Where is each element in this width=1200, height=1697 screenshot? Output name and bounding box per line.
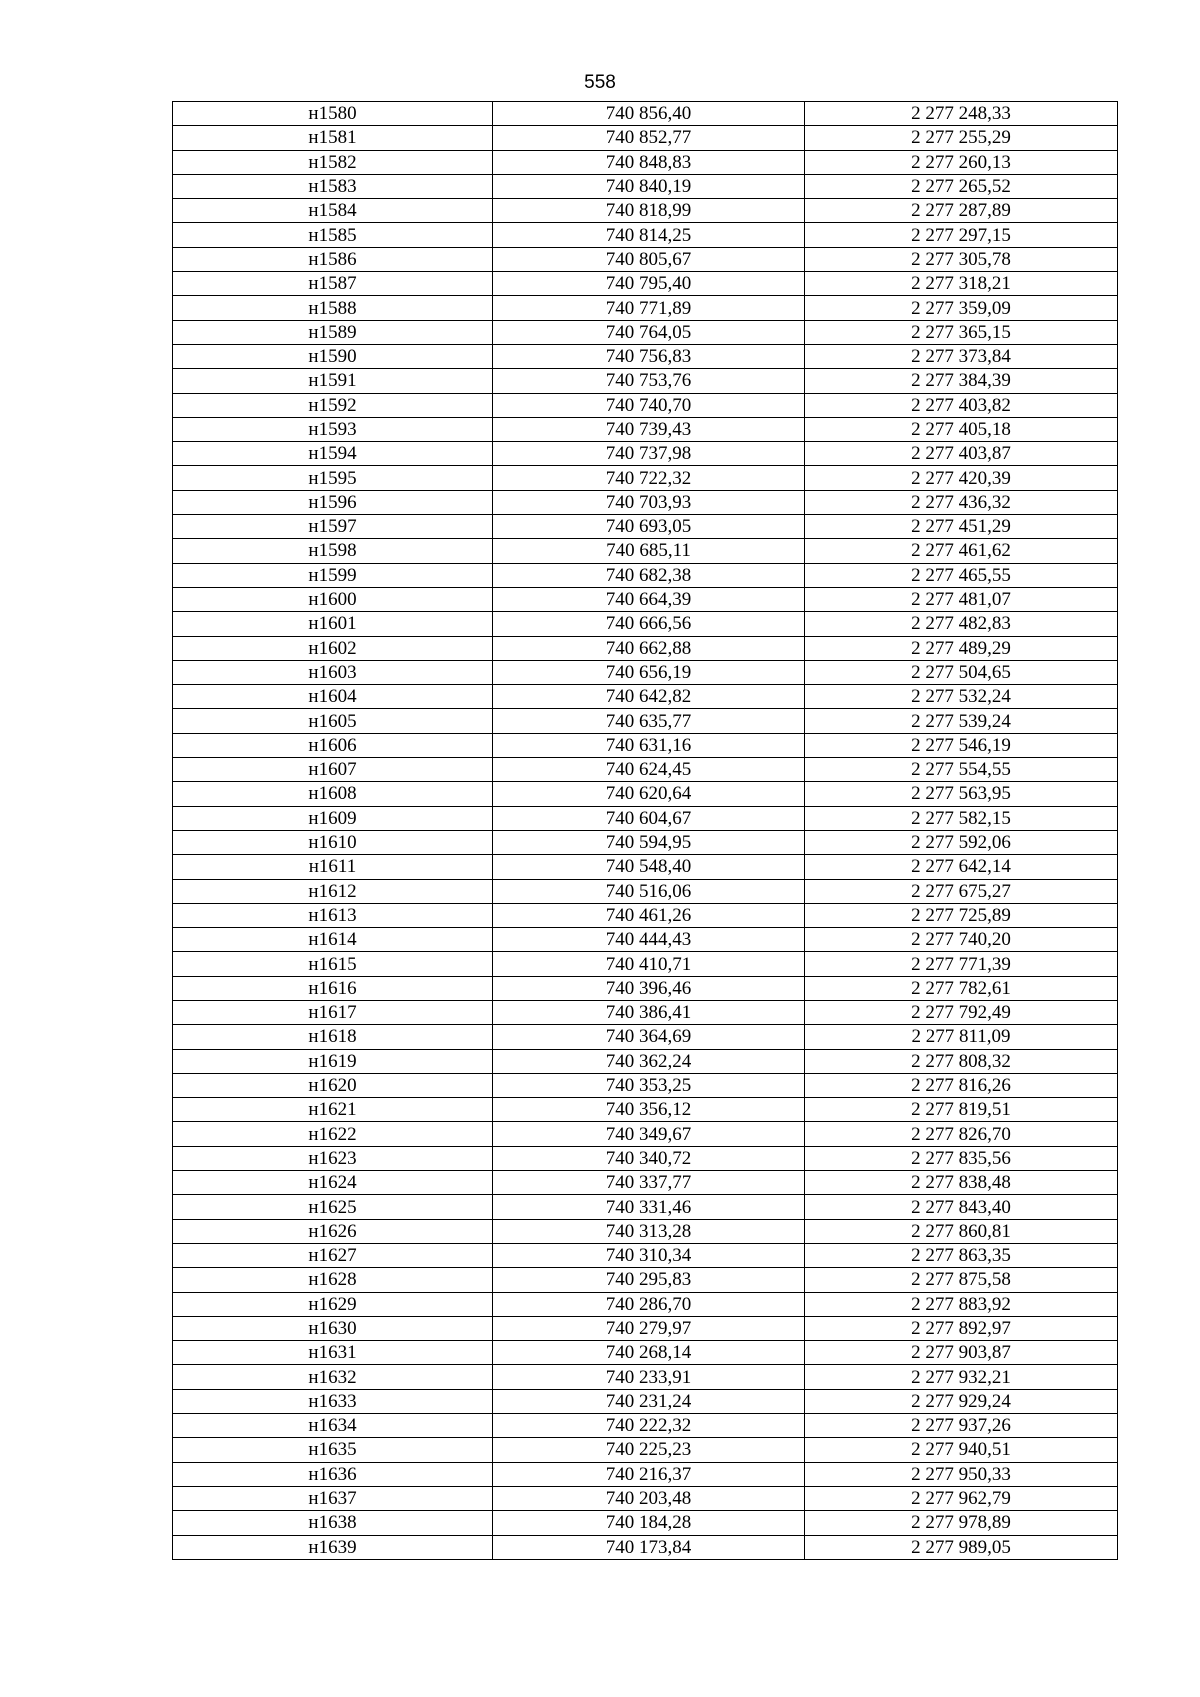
x-coordinate-cell: 740 516,06 (493, 879, 805, 903)
y-coordinate-cell: 2 277 373,84 (805, 344, 1118, 368)
table-row (173, 539, 1118, 563)
y-coordinate-cell: 2 277 384,39 (805, 369, 1118, 393)
x-coordinate-cell: 740 364,69 (493, 1025, 805, 1049)
y-coordinate-cell: 2 277 359,09 (805, 296, 1118, 320)
table-row (173, 442, 1118, 466)
table-row (173, 247, 1118, 271)
point-id-cell: н1585 (173, 223, 493, 247)
x-coordinate-cell: 740 184,28 (493, 1511, 805, 1535)
table-row (173, 1365, 1118, 1389)
x-coordinate-cell: 740 396,46 (493, 976, 805, 1000)
point-id-cell: н1636 (173, 1462, 493, 1486)
x-coordinate-cell: 740 756,83 (493, 344, 805, 368)
y-coordinate-cell: 2 277 546,19 (805, 733, 1118, 757)
point-id-cell: н1611 (173, 855, 493, 879)
y-coordinate-cell: 2 277 305,78 (805, 247, 1118, 271)
point-id-cell: н1584 (173, 199, 493, 223)
x-coordinate-cell: 740 548,40 (493, 855, 805, 879)
table-row (173, 320, 1118, 344)
y-coordinate-cell: 2 277 932,21 (805, 1365, 1118, 1389)
point-id-cell: н1621 (173, 1098, 493, 1122)
y-coordinate-cell: 2 277 532,24 (805, 685, 1118, 709)
point-id-cell: н1610 (173, 830, 493, 854)
point-id-cell: н1613 (173, 903, 493, 927)
point-id-cell: н1581 (173, 126, 493, 150)
table-row (173, 1462, 1118, 1486)
y-coordinate-cell: 2 277 835,56 (805, 1146, 1118, 1170)
table-row (173, 928, 1118, 952)
page-number: 558 (584, 72, 616, 93)
point-id-cell: н1590 (173, 344, 493, 368)
table-row (173, 685, 1118, 709)
x-coordinate-cell: 740 222,32 (493, 1414, 805, 1438)
y-coordinate-cell: 2 277 816,26 (805, 1073, 1118, 1097)
y-coordinate-cell: 2 277 675,27 (805, 879, 1118, 903)
point-id-cell: н1633 (173, 1389, 493, 1413)
y-coordinate-cell: 2 277 436,32 (805, 490, 1118, 514)
y-coordinate-cell: 2 277 451,29 (805, 515, 1118, 539)
x-coordinate-cell: 740 233,91 (493, 1365, 805, 1389)
y-coordinate-cell: 2 277 297,15 (805, 223, 1118, 247)
x-coordinate-cell: 740 356,12 (493, 1098, 805, 1122)
y-coordinate-cell: 2 277 811,09 (805, 1025, 1118, 1049)
table-row (173, 515, 1118, 539)
point-id-cell: н1619 (173, 1049, 493, 1073)
y-coordinate-cell: 2 277 420,39 (805, 466, 1118, 490)
x-coordinate-cell: 740 722,32 (493, 466, 805, 490)
table-row (173, 417, 1118, 441)
y-coordinate-cell: 2 277 782,61 (805, 976, 1118, 1000)
table-row (173, 1535, 1118, 1559)
y-coordinate-cell: 2 277 929,24 (805, 1389, 1118, 1413)
x-coordinate-cell: 740 737,98 (493, 442, 805, 466)
point-id-cell: н1615 (173, 952, 493, 976)
x-coordinate-cell: 740 624,45 (493, 758, 805, 782)
point-id-cell: н1606 (173, 733, 493, 757)
coordinates-table (172, 101, 1118, 1560)
y-coordinate-cell: 2 277 740,20 (805, 928, 1118, 952)
table-row (173, 1414, 1118, 1438)
table-row (173, 150, 1118, 174)
y-coordinate-cell: 2 277 255,29 (805, 126, 1118, 150)
point-id-cell: н1592 (173, 393, 493, 417)
y-coordinate-cell: 2 277 489,29 (805, 636, 1118, 660)
y-coordinate-cell: 2 277 461,62 (805, 539, 1118, 563)
table-row (173, 490, 1118, 514)
table-row (173, 830, 1118, 854)
x-coordinate-cell: 740 268,14 (493, 1341, 805, 1365)
x-coordinate-cell: 740 362,24 (493, 1049, 805, 1073)
x-coordinate-cell: 740 313,28 (493, 1219, 805, 1243)
table-row (173, 1195, 1118, 1219)
table-row (173, 1268, 1118, 1292)
x-coordinate-cell: 740 818,99 (493, 199, 805, 223)
y-coordinate-cell: 2 277 260,13 (805, 150, 1118, 174)
y-coordinate-cell: 2 277 287,89 (805, 199, 1118, 223)
table-row (173, 952, 1118, 976)
point-id-cell: н1620 (173, 1073, 493, 1097)
point-id-cell: н1599 (173, 563, 493, 587)
table-row (173, 1341, 1118, 1365)
point-id-cell: н1616 (173, 976, 493, 1000)
y-coordinate-cell: 2 277 642,14 (805, 855, 1118, 879)
y-coordinate-cell: 2 277 937,26 (805, 1414, 1118, 1438)
point-id-cell: н1595 (173, 466, 493, 490)
x-coordinate-cell: 740 840,19 (493, 174, 805, 198)
x-coordinate-cell: 740 349,67 (493, 1122, 805, 1146)
x-coordinate-cell: 740 685,11 (493, 539, 805, 563)
y-coordinate-cell: 2 277 582,15 (805, 806, 1118, 830)
point-id-cell: н1609 (173, 806, 493, 830)
point-id-cell: н1583 (173, 174, 493, 198)
x-coordinate-cell: 740 353,25 (493, 1073, 805, 1097)
table-row (173, 636, 1118, 660)
point-id-cell: н1614 (173, 928, 493, 952)
point-id-cell: н1634 (173, 1414, 493, 1438)
y-coordinate-cell: 2 277 860,81 (805, 1219, 1118, 1243)
x-coordinate-cell: 740 666,56 (493, 612, 805, 636)
table-row (173, 1122, 1118, 1146)
table-row (173, 344, 1118, 368)
y-coordinate-cell: 2 277 318,21 (805, 272, 1118, 296)
table-row (173, 1511, 1118, 1535)
point-id-cell: н1582 (173, 150, 493, 174)
x-coordinate-cell: 740 295,83 (493, 1268, 805, 1292)
y-coordinate-cell: 2 277 883,92 (805, 1292, 1118, 1316)
x-coordinate-cell: 740 814,25 (493, 223, 805, 247)
x-coordinate-cell: 740 805,67 (493, 247, 805, 271)
y-coordinate-cell: 2 277 903,87 (805, 1341, 1118, 1365)
point-id-cell: н1623 (173, 1146, 493, 1170)
table-row (173, 126, 1118, 150)
y-coordinate-cell: 2 277 554,55 (805, 758, 1118, 782)
point-id-cell: н1604 (173, 685, 493, 709)
table-row (173, 1486, 1118, 1510)
table-row (173, 369, 1118, 393)
table-row (173, 272, 1118, 296)
y-coordinate-cell: 2 277 771,39 (805, 952, 1118, 976)
coordinates-table-body (173, 102, 1118, 1560)
x-coordinate-cell: 740 594,95 (493, 830, 805, 854)
table-row (173, 587, 1118, 611)
x-coordinate-cell: 740 739,43 (493, 417, 805, 441)
y-coordinate-cell: 2 277 808,32 (805, 1049, 1118, 1073)
x-coordinate-cell: 740 620,64 (493, 782, 805, 806)
y-coordinate-cell: 2 277 940,51 (805, 1438, 1118, 1462)
point-id-cell: н1618 (173, 1025, 493, 1049)
table-row (173, 709, 1118, 733)
x-coordinate-cell: 740 764,05 (493, 320, 805, 344)
table-row (173, 466, 1118, 490)
point-id-cell: н1587 (173, 272, 493, 296)
x-coordinate-cell: 740 444,43 (493, 928, 805, 952)
x-coordinate-cell: 740 386,41 (493, 1000, 805, 1024)
point-id-cell: н1639 (173, 1535, 493, 1559)
point-id-cell: н1637 (173, 1486, 493, 1510)
x-coordinate-cell: 740 631,16 (493, 733, 805, 757)
x-coordinate-cell: 740 410,71 (493, 952, 805, 976)
table-row (173, 976, 1118, 1000)
point-id-cell: н1594 (173, 442, 493, 466)
y-coordinate-cell: 2 277 365,15 (805, 320, 1118, 344)
table-row (173, 1316, 1118, 1340)
point-id-cell: н1601 (173, 612, 493, 636)
x-coordinate-cell: 740 635,77 (493, 709, 805, 733)
table-row (173, 223, 1118, 247)
point-id-cell: н1631 (173, 1341, 493, 1365)
table-row (173, 563, 1118, 587)
table-row (173, 1049, 1118, 1073)
x-coordinate-cell: 740 286,70 (493, 1292, 805, 1316)
y-coordinate-cell: 2 277 403,82 (805, 393, 1118, 417)
x-coordinate-cell: 740 753,76 (493, 369, 805, 393)
point-id-cell: н1628 (173, 1268, 493, 1292)
y-coordinate-cell: 2 277 592,06 (805, 830, 1118, 854)
y-coordinate-cell: 2 277 481,07 (805, 587, 1118, 611)
x-coordinate-cell: 740 642,82 (493, 685, 805, 709)
point-id-cell: н1591 (173, 369, 493, 393)
y-coordinate-cell: 2 277 989,05 (805, 1535, 1118, 1559)
point-id-cell: н1605 (173, 709, 493, 733)
y-coordinate-cell: 2 277 539,24 (805, 709, 1118, 733)
point-id-cell: н1588 (173, 296, 493, 320)
point-id-cell: н1602 (173, 636, 493, 660)
point-id-cell: н1617 (173, 1000, 493, 1024)
table-row (173, 855, 1118, 879)
y-coordinate-cell: 2 277 563,95 (805, 782, 1118, 806)
point-id-cell: н1600 (173, 587, 493, 611)
point-id-cell: н1603 (173, 660, 493, 684)
point-id-cell: н1635 (173, 1438, 493, 1462)
y-coordinate-cell: 2 277 403,87 (805, 442, 1118, 466)
x-coordinate-cell: 740 331,46 (493, 1195, 805, 1219)
table-row (173, 1219, 1118, 1243)
y-coordinate-cell: 2 277 950,33 (805, 1462, 1118, 1486)
point-id-cell: н1638 (173, 1511, 493, 1535)
table-row (173, 660, 1118, 684)
x-coordinate-cell: 740 337,77 (493, 1171, 805, 1195)
y-coordinate-cell: 2 277 725,89 (805, 903, 1118, 927)
point-id-cell: н1629 (173, 1292, 493, 1316)
point-id-cell: н1630 (173, 1316, 493, 1340)
x-coordinate-cell: 740 693,05 (493, 515, 805, 539)
y-coordinate-cell: 2 277 405,18 (805, 417, 1118, 441)
table-row (173, 199, 1118, 223)
x-coordinate-cell: 740 664,39 (493, 587, 805, 611)
x-coordinate-cell: 740 225,23 (493, 1438, 805, 1462)
table-row (173, 1171, 1118, 1195)
point-id-cell: н1607 (173, 758, 493, 782)
x-coordinate-cell: 740 682,38 (493, 563, 805, 587)
x-coordinate-cell: 740 662,88 (493, 636, 805, 660)
x-coordinate-cell: 740 173,84 (493, 1535, 805, 1559)
point-id-cell: н1598 (173, 539, 493, 563)
point-id-cell: н1626 (173, 1219, 493, 1243)
x-coordinate-cell: 740 604,67 (493, 806, 805, 830)
table-row (173, 903, 1118, 927)
x-coordinate-cell: 740 656,19 (493, 660, 805, 684)
point-id-cell: н1627 (173, 1243, 493, 1267)
y-coordinate-cell: 2 277 826,70 (805, 1122, 1118, 1146)
table-row (173, 758, 1118, 782)
y-coordinate-cell: 2 277 265,52 (805, 174, 1118, 198)
table-row (173, 393, 1118, 417)
x-coordinate-cell: 740 740,70 (493, 393, 805, 417)
table-row (173, 1146, 1118, 1170)
y-coordinate-cell: 2 277 962,79 (805, 1486, 1118, 1510)
point-id-cell: н1625 (173, 1195, 493, 1219)
y-coordinate-cell: 2 277 819,51 (805, 1098, 1118, 1122)
table-row (173, 1000, 1118, 1024)
table-row (173, 1098, 1118, 1122)
table-row (173, 1438, 1118, 1462)
table-row (173, 879, 1118, 903)
table-row (173, 782, 1118, 806)
point-id-cell: н1586 (173, 247, 493, 271)
table-row (173, 612, 1118, 636)
point-id-cell: н1596 (173, 490, 493, 514)
x-coordinate-cell: 740 771,89 (493, 296, 805, 320)
x-coordinate-cell: 740 279,97 (493, 1316, 805, 1340)
x-coordinate-cell: 740 216,37 (493, 1462, 805, 1486)
x-coordinate-cell: 740 310,34 (493, 1243, 805, 1267)
point-id-cell: н1593 (173, 417, 493, 441)
table-row (173, 806, 1118, 830)
table-row (173, 102, 1118, 126)
table-row (173, 1243, 1118, 1267)
y-coordinate-cell: 2 277 465,55 (805, 563, 1118, 587)
point-id-cell: н1632 (173, 1365, 493, 1389)
point-id-cell: н1580 (173, 102, 493, 126)
x-coordinate-cell: 740 795,40 (493, 272, 805, 296)
table-row (173, 733, 1118, 757)
x-coordinate-cell: 740 848,83 (493, 150, 805, 174)
y-coordinate-cell: 2 277 875,58 (805, 1268, 1118, 1292)
x-coordinate-cell: 740 852,77 (493, 126, 805, 150)
y-coordinate-cell: 2 277 843,40 (805, 1195, 1118, 1219)
y-coordinate-cell: 2 277 248,33 (805, 102, 1118, 126)
point-id-cell: н1608 (173, 782, 493, 806)
table-row (173, 1292, 1118, 1316)
y-coordinate-cell: 2 277 863,35 (805, 1243, 1118, 1267)
table-row (173, 1073, 1118, 1097)
table-row (173, 1025, 1118, 1049)
point-id-cell: н1589 (173, 320, 493, 344)
table-row (173, 1389, 1118, 1413)
table-row (173, 296, 1118, 320)
y-coordinate-cell: 2 277 838,48 (805, 1171, 1118, 1195)
point-id-cell: н1597 (173, 515, 493, 539)
y-coordinate-cell: 2 277 892,97 (805, 1316, 1118, 1340)
point-id-cell: н1624 (173, 1171, 493, 1195)
x-coordinate-cell: 740 856,40 (493, 102, 805, 126)
x-coordinate-cell: 740 703,93 (493, 490, 805, 514)
x-coordinate-cell: 740 231,24 (493, 1389, 805, 1413)
y-coordinate-cell: 2 277 792,49 (805, 1000, 1118, 1024)
y-coordinate-cell: 2 277 504,65 (805, 660, 1118, 684)
table-row (173, 174, 1118, 198)
y-coordinate-cell: 2 277 482,83 (805, 612, 1118, 636)
x-coordinate-cell: 740 203,48 (493, 1486, 805, 1510)
x-coordinate-cell: 740 340,72 (493, 1146, 805, 1170)
point-id-cell: н1612 (173, 879, 493, 903)
x-coordinate-cell: 740 461,26 (493, 903, 805, 927)
point-id-cell: н1622 (173, 1122, 493, 1146)
y-coordinate-cell: 2 277 978,89 (805, 1511, 1118, 1535)
